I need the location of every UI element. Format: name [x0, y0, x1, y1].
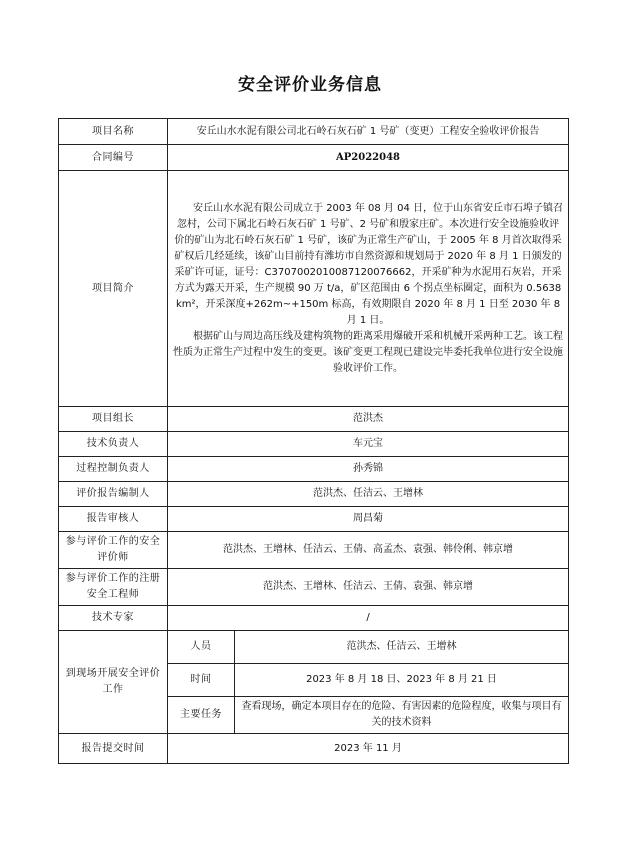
reviewer-label: 报告审核人: [59, 507, 168, 532]
table-row: [59, 569, 569, 606]
personnel-label: 人员: [168, 631, 235, 664]
process-lead-value: 孙秀锦: [168, 457, 569, 482]
intro-label: 项目简介: [59, 171, 168, 407]
tech-lead-value: 车元宝: [168, 432, 569, 457]
project-name-label: 项目名称: [59, 119, 168, 145]
table-row: [59, 482, 569, 507]
table-row: [59, 407, 569, 432]
intro-value: [168, 171, 569, 407]
process-lead-label: 过程控制负责人: [59, 457, 168, 482]
authors-label: 评价报告编制人: [59, 482, 168, 507]
info-table: [58, 118, 569, 764]
table-row: [59, 432, 569, 457]
leader-label: 项目组长: [59, 407, 168, 432]
site-work-label: 到现场开展安全评价工作: [59, 631, 168, 734]
intro-paragraph-2: 根据矿山与周边高压线及建构筑物的距离采用爆破开采和机械开采两种工艺。该工程性质为正常生产过程中发生的变更。该矿变更工程现已建设完毕委托我单位进行安全设施验收评价工作。: [173, 330, 563, 374]
engineers-value: 范洪杰、王增林、任洁云、王倩、袁强、韩京增: [168, 569, 569, 606]
experts-label: 技术专家: [59, 606, 168, 631]
leader-value: 范洪杰: [168, 407, 569, 432]
table-row: [59, 532, 569, 569]
table-row: [59, 631, 569, 664]
reviewer-value: 周昌菊: [168, 507, 569, 532]
evaluators-label: 参与评价工作的安全评价师: [59, 532, 168, 569]
intro-paragraph-1: 安丘山水水泥有限公司成立于 2003 年 08 月 04 日，位于山东省安丘市石埠子镇召忽村，公司下属北石岭石灰石矿 1 号矿、2 号矿和殷家庄矿。本次进行安全设施验收评价的矿山为北石岭石灰石矿 1 号矿，该矿为正常生产矿山，于 2005 年 8 月首次取得采矿权后几经延续，该矿山目前持有潍坊市自然资源和规划局于 2020 年 8 月 1 日颁发的采矿许可证，证号：C3707002010087120076662，开采矿种为水泥用石灰岩，开采方式为露天开采，生产规模 90 万 t/a，矿区范围由 6 个拐点坐标圈定，面积为 0.5638km²，开采深度+262m~+150m 标高，有效期限自 2020 年 8 月 1 日至 2030 年 8 月 1 日。: [174, 202, 563, 326]
experts-value: /: [168, 606, 569, 631]
table-row: [59, 507, 569, 532]
evaluators-value: 范洪杰、王增林、任洁云、王倩、高孟杰、袁强、韩伶俐、韩京增: [168, 532, 569, 569]
contract-no-value: AP2022048: [168, 145, 569, 171]
table-row: [59, 119, 569, 145]
time-label: 时间: [168, 664, 235, 697]
submit-time-value: 2023 年 11 月: [168, 734, 569, 764]
authors-value: 范洪杰、任洁云、王增林: [168, 482, 569, 507]
engineers-label: 参与评价工作的注册安全工程师: [59, 569, 168, 606]
tech-lead-label: 技术负责人: [59, 432, 168, 457]
task-label: 主要任务: [168, 697, 235, 734]
time-value: 2023 年 8 月 18 日、2023 年 8 月 21 日: [235, 664, 569, 697]
personnel-value: 范洪杰、任洁云、王增林: [235, 631, 569, 664]
submit-time-label: 报告提交时间: [59, 734, 168, 764]
table-row: [59, 606, 569, 631]
page-title: 安全评价业务信息: [238, 75, 382, 95]
project-name-value: 安丘山水水泥有限公司北石岭石灰石矿 1 号矿（变更）工程安全验收评价报告: [168, 119, 569, 145]
table-row: [59, 457, 569, 482]
table-row: [59, 145, 569, 171]
table-row: [59, 171, 569, 407]
contract-no-label: 合同编号: [59, 145, 168, 171]
table-row: [59, 734, 569, 764]
task-value: 查看现场，确定本项目存在的危险、有害因素的危险程度，收集与项目有关的技术资料: [235, 697, 569, 734]
